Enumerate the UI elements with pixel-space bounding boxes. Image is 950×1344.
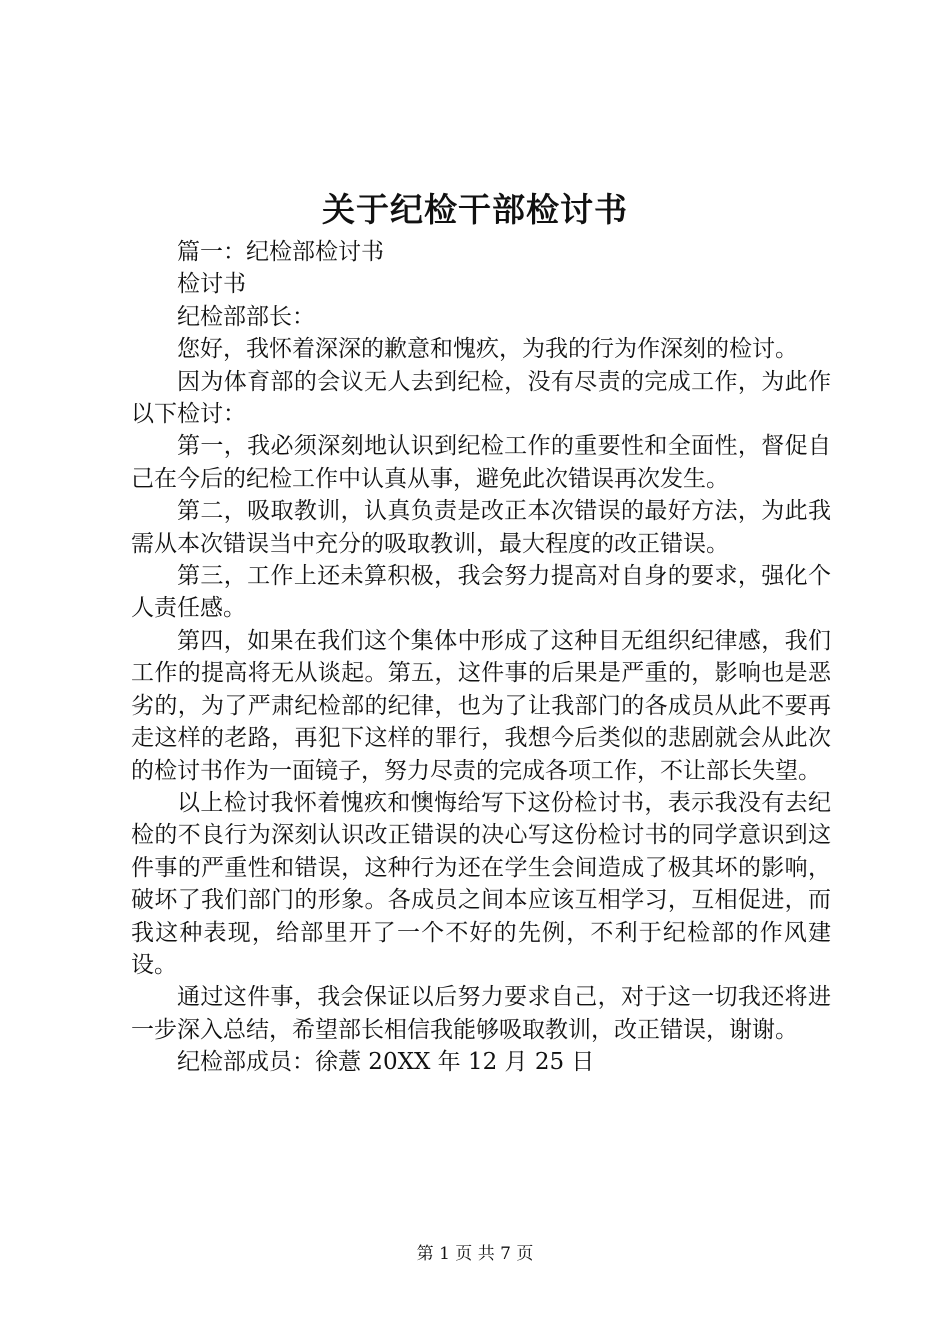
paragraph-section-heading: 篇一：纪检部检讨书: [177, 239, 384, 265]
paragraph: 第二，吸取教训，认真负责是改正本次错误的最好方法，为此我需从本次错误当中充分的吸取教训，最大程度的改正错误。: [131, 498, 831, 557]
paragraph: 第四，如果在我们这个集体中形成了这种目无组织纪律感，我们工作的提高将无从谈起。第五，这件事的后果是严重的，影响也是恶劣的，为了严肃纪检部的纪律，也为了让我部门的各成员从此不要再走这样的老路，再犯下这样的罪行，我想今后类似的悲剧就会从此次的检讨书作为一面镜子，努力尽责的完成各项工作，不让部长失望。: [131, 627, 831, 784]
paragraph: 以上检讨我怀着愧疚和懊悔给写下这份检讨书，表示我没有去纪检的不良行为深刻认识改正错误的决心写这份检讨书的同学意识到这件事的严重性和错误，这种行为还在学生会间造成了极其坏的影响，破坏了我们部门的形象。各成员之间本应该互相学习，互相促进，而我这种表现，给部里开了一个不好的先例，不利于纪检部的作风建设。: [131, 789, 831, 978]
paragraph: 第一，我必须深刻地认识到纪检工作的重要性和全面性，督促自己在今后的纪检工作中认真从事，避免此次错误再次发生。: [131, 433, 831, 492]
paragraph-signature: 纪检部成员：徐薏 20XX 年 12 月 25 日: [177, 1049, 595, 1076]
paragraph-heading: 检讨书: [177, 271, 246, 298]
paragraph-salutation: 纪检部部长：: [177, 303, 315, 330]
document-title: 关于纪检干部检讨书: [322, 190, 628, 229]
paragraph: 通过这件事，我会保证以后努力要求自己，对于这一切我还将进一步深入总结，希望部长相信我能够吸取教训，改正错误，谢谢。: [131, 984, 831, 1043]
page-number: 第 1 页 共 7 页: [416, 1244, 534, 1264]
paragraph: 您好，我怀着深深的歉意和愧疚，为我的行为作深刻的检讨。: [177, 336, 798, 363]
document-body: [131, 236, 831, 1079]
paragraph: 因为体育部的会议无人去到纪检，没有尽责的完成工作，为此作以下检讨：: [131, 368, 831, 428]
paragraph: 第三，工作上还未算积极，我会努力提高对自身的要求，强化个人责任感。: [131, 563, 831, 622]
